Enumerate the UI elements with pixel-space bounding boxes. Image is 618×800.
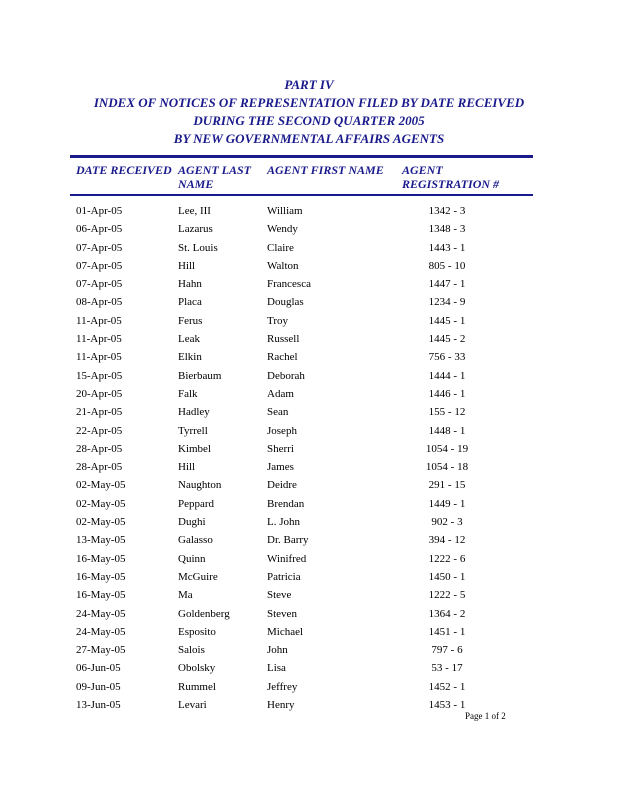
cell-agent-registration: 805 - 10	[428, 259, 466, 272]
cell-date-received: 22-Apr-05	[76, 424, 123, 437]
cell-date-received: 11-Apr-05	[76, 314, 122, 327]
table-row	[70, 202, 533, 220]
header-date-received: DATE RECEIVED	[76, 163, 172, 177]
table-row	[70, 385, 533, 403]
table-header-rule	[70, 194, 533, 196]
cell-agent-first-name: Lisa	[267, 662, 286, 675]
cell-date-received: 11-Apr-05	[76, 333, 122, 346]
cell-agent-first-name: Troy	[267, 314, 288, 327]
cell-agent-first-name: Sean	[267, 406, 289, 419]
cell-agent-first-name: Winifred	[267, 552, 307, 565]
cell-agent-registration: 1447 - 1	[428, 278, 466, 291]
cell-agent-last-name: Levari	[178, 699, 207, 712]
cell-agent-last-name: Obolsky	[178, 662, 216, 675]
title-part-label: PART IV	[284, 77, 334, 92]
cell-agent-last-name: Dughi	[178, 516, 206, 529]
cell-date-received: 07-Apr-05	[76, 278, 123, 291]
cell-agent-last-name: Ma	[178, 589, 193, 602]
cell-agent-first-name: Wendy	[267, 223, 298, 236]
cell-agent-registration: 394 - 12	[428, 534, 466, 547]
cell-agent-last-name: Galasso	[178, 534, 213, 547]
cell-agent-first-name: Adam	[267, 387, 294, 400]
cell-agent-last-name: Lazarus	[178, 223, 213, 236]
table-row	[70, 293, 533, 311]
table-row	[70, 641, 533, 659]
cell-date-received: 07-Apr-05	[76, 259, 123, 272]
cell-agent-last-name: Leak	[178, 333, 200, 346]
cell-agent-registration: 1449 - 1	[428, 497, 466, 510]
header-agent-first-name: AGENT FIRST NAME	[267, 163, 384, 177]
cell-agent-registration: 902 - 3	[431, 516, 463, 529]
document-title	[0, 76, 618, 148]
cell-date-received: 28-Apr-05	[76, 461, 123, 474]
cell-agent-registration: 1451 - 1	[428, 625, 466, 638]
table-row	[70, 678, 533, 696]
cell-agent-last-name: Esposito	[178, 625, 216, 638]
cell-agent-registration: 1342 - 3	[428, 205, 466, 217]
cell-agent-first-name: Walton	[267, 259, 299, 272]
cell-date-received: 02-May-05	[76, 479, 126, 492]
cell-agent-first-name: Jeffrey	[267, 680, 298, 693]
cell-agent-last-name: Tyrrell	[178, 424, 208, 437]
cell-date-received: 13-May-05	[76, 534, 126, 547]
cell-agent-first-name: L. John	[267, 516, 300, 529]
table-body	[70, 202, 533, 714]
cell-agent-registration: 1453 - 1	[428, 699, 466, 712]
table-row	[70, 476, 533, 494]
cell-agent-first-name: Claire	[267, 241, 294, 254]
cell-date-received: 15-Apr-05	[76, 369, 123, 382]
cell-agent-registration: 53 - 17	[431, 662, 463, 675]
cell-agent-registration: 1448 - 1	[428, 424, 466, 437]
table-row	[70, 330, 533, 348]
cell-agent-first-name: Steven	[267, 607, 297, 620]
cell-date-received: 01-Apr-05	[76, 205, 123, 217]
cell-agent-last-name: Quinn	[178, 552, 206, 565]
cell-agent-registration: 1222 - 6	[428, 552, 466, 565]
table-row	[70, 605, 533, 623]
cell-agent-first-name: Francesca	[267, 278, 311, 291]
title-agents-line: BY NEW GOVERNMENTAL AFFAIRS AGENTS	[173, 131, 445, 146]
cell-date-received: 20-Apr-05	[76, 387, 123, 400]
table-row	[70, 239, 533, 257]
cell-agent-first-name: Sherri	[267, 442, 294, 455]
cell-agent-last-name: Bierbaum	[178, 369, 222, 382]
table-row	[70, 403, 533, 421]
cell-date-received: 27-May-05	[76, 644, 126, 657]
cell-date-received: 13-Jun-05	[76, 699, 121, 712]
table-row	[70, 458, 533, 476]
cell-agent-first-name: Steve	[267, 589, 292, 602]
cell-agent-registration: 1222 - 5	[428, 589, 466, 602]
cell-agent-first-name: Russell	[267, 333, 300, 346]
cell-agent-registration: 1054 - 18	[425, 461, 469, 474]
cell-agent-registration: 756 - 33	[428, 351, 466, 364]
table-row	[70, 659, 533, 677]
cell-agent-registration: 1348 - 3	[428, 223, 466, 236]
cell-agent-registration: 1364 - 2	[428, 607, 466, 620]
cell-agent-registration: 1444 - 1	[428, 369, 466, 382]
cell-agent-first-name: Deborah	[267, 369, 305, 382]
cell-agent-last-name: Placa	[178, 296, 202, 309]
table-row	[70, 696, 533, 714]
cell-agent-registration: 1450 - 1	[428, 570, 466, 583]
cell-agent-registration: 1234 - 9	[428, 296, 466, 309]
page-number: Page 1 of 2	[465, 711, 506, 721]
cell-agent-last-name: Hill	[178, 259, 196, 272]
cell-date-received: 11-Apr-05	[76, 351, 122, 364]
table-row	[70, 586, 533, 604]
cell-agent-registration: 291 - 15	[428, 479, 466, 492]
table-row	[70, 513, 533, 531]
cell-date-received: 09-Jun-05	[76, 680, 121, 693]
cell-agent-first-name: Patricia	[267, 570, 301, 583]
cell-agent-last-name: Peppard	[178, 497, 215, 510]
notices-table	[70, 155, 533, 714]
cell-agent-last-name: St. Louis	[178, 241, 218, 254]
cell-date-received: 06-Jun-05	[76, 662, 121, 675]
cell-agent-last-name: Elkin	[178, 351, 202, 364]
cell-agent-last-name: Hill	[178, 461, 196, 474]
table-row	[70, 348, 533, 366]
cell-date-received: 08-Apr-05	[76, 296, 123, 309]
cell-agent-last-name: McGuire	[178, 570, 218, 583]
header-agent-last-name: AGENT LAST NAME	[178, 163, 252, 191]
cell-agent-last-name: Kimbel	[178, 442, 211, 455]
cell-agent-last-name: Lee, III	[178, 205, 211, 217]
table-row	[70, 257, 533, 275]
cell-date-received: 28-Apr-05	[76, 442, 123, 455]
cell-agent-first-name: Joseph	[267, 424, 297, 437]
cell-date-received: 21-Apr-05	[76, 406, 123, 419]
table-row	[70, 312, 533, 330]
table-row	[70, 422, 533, 440]
table-header	[70, 158, 533, 194]
cell-agent-last-name: Naughton	[178, 479, 222, 492]
cell-agent-registration: 1445 - 2	[428, 333, 466, 346]
cell-agent-first-name: James	[267, 461, 294, 474]
cell-date-received: 24-May-05	[76, 625, 126, 638]
cell-agent-registration: 1443 - 1	[428, 241, 466, 254]
cell-agent-first-name: Henry	[267, 699, 295, 712]
cell-date-received: 24-May-05	[76, 607, 126, 620]
cell-agent-first-name: Rachel	[267, 351, 298, 364]
table-row	[70, 440, 533, 458]
table-row	[70, 623, 533, 641]
cell-agent-registration: 1446 - 1	[428, 387, 466, 400]
title-index-line: INDEX OF NOTICES OF REPRESENTATION FILED BY DATE RECEIVED	[93, 95, 525, 110]
cell-agent-registration: 1445 - 1	[428, 314, 466, 327]
cell-date-received: 16-May-05	[76, 570, 126, 583]
table-row	[70, 367, 533, 385]
cell-agent-last-name: Hahn	[178, 278, 202, 291]
cell-agent-first-name: Deidre	[267, 479, 297, 492]
table-row	[70, 568, 533, 586]
cell-agent-first-name: John	[267, 644, 288, 657]
cell-agent-first-name: Dr. Barry	[267, 534, 309, 547]
header-agent-registration: AGENT REGISTRATION #	[402, 163, 500, 191]
cell-agent-registration: 155 - 12	[428, 406, 466, 419]
cell-agent-first-name: Brendan	[267, 497, 305, 510]
cell-date-received: 16-May-05	[76, 589, 126, 602]
cell-agent-last-name: Falk	[178, 387, 198, 400]
cell-agent-last-name: Rummel	[178, 680, 216, 693]
cell-agent-first-name: Douglas	[267, 296, 304, 309]
title-period-line: DURING THE SECOND QUARTER 2005	[193, 113, 425, 128]
cell-agent-registration: 1054 - 19	[425, 442, 469, 455]
cell-agent-last-name: Goldenberg	[178, 607, 230, 620]
cell-agent-registration: 1452 - 1	[428, 680, 466, 693]
cell-agent-last-name: Salois	[178, 644, 205, 657]
cell-agent-first-name: Michael	[267, 625, 304, 638]
cell-date-received: 16-May-05	[76, 552, 126, 565]
cell-agent-last-name: Hadley	[178, 406, 210, 419]
cell-agent-last-name: Ferus	[178, 314, 203, 327]
table-row	[70, 275, 533, 293]
cell-date-received: 02-May-05	[76, 497, 126, 510]
cell-agent-first-name: William	[267, 205, 303, 217]
table-row	[70, 531, 533, 549]
cell-date-received: 07-Apr-05	[76, 241, 123, 254]
table-row	[70, 550, 533, 568]
table-row	[70, 495, 533, 513]
cell-date-received: 02-May-05	[76, 516, 126, 529]
table-row	[70, 220, 533, 238]
cell-date-received: 06-Apr-05	[76, 223, 123, 236]
cell-agent-registration: 797 - 6	[431, 644, 463, 657]
